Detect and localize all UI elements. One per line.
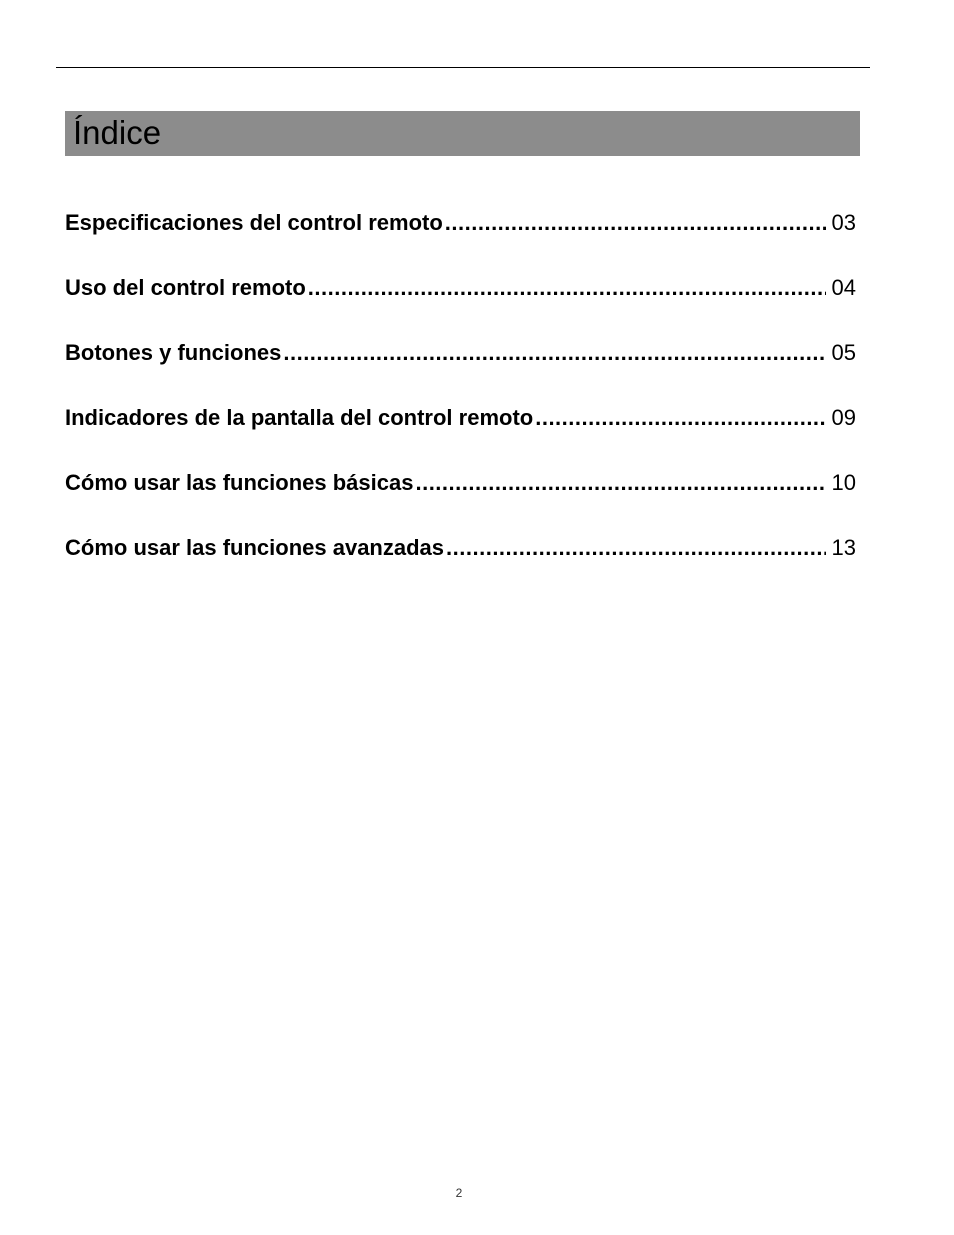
toc-dot-leader [445,207,826,239]
toc-entry[interactable] [65,272,856,337]
toc-entry-page: 13 [831,535,856,560]
toc-dot-leader [415,467,825,499]
toc-entry-page: 05 [831,340,856,365]
toc-entry-page: 10 [831,470,856,495]
toc-entry-label: Cómo usar las funciones básicas [65,470,414,495]
toc-entry[interactable] [65,337,856,402]
toc-entry[interactable] [65,402,856,467]
toc-dot-leader [283,337,825,369]
title-banner [65,111,860,156]
toc-entry-label: Indicadores de la pantalla del control remoto [65,405,534,430]
toc-dot-leader [308,272,826,304]
toc-entry[interactable] [65,207,856,272]
table-of-contents [65,207,856,597]
toc-entry-label: Especificaciones del control remoto [65,210,443,235]
toc-dot-leader [446,532,825,564]
page-title: Índice [73,114,162,151]
toc-entry-label: Uso del control remoto [65,275,306,300]
toc-entry-page: 09 [831,405,856,430]
toc-entry[interactable] [65,467,856,532]
toc-entry-label: Cómo usar las funciones avanzadas [65,535,445,560]
page-number: 2 [455,1186,463,1200]
toc-entry-page: 04 [831,275,856,300]
header-divider [56,67,870,68]
toc-entry[interactable] [65,532,856,597]
toc-entry-page: 03 [831,210,856,235]
toc-dot-leader [535,402,825,434]
toc-entry-label: Botones y funciones [65,340,282,365]
